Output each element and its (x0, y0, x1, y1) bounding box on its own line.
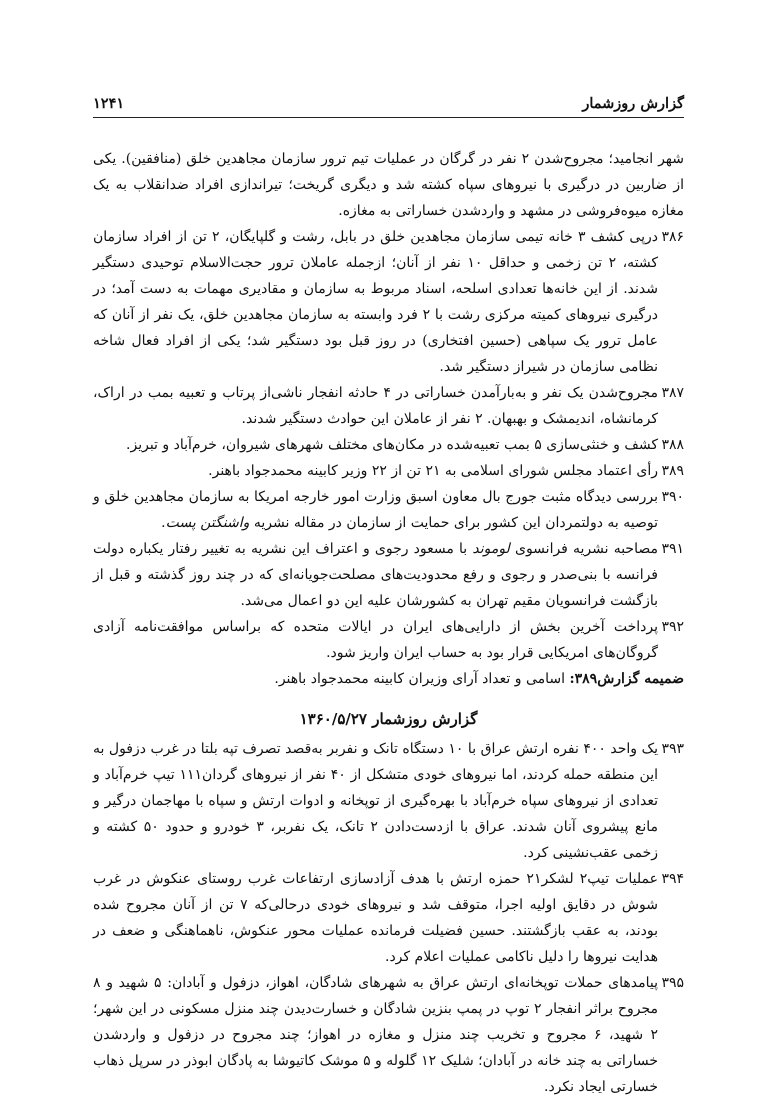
entry-number: ۳۸۹ (661, 463, 684, 479)
entry-392 (93, 614, 684, 666)
entry-text-before: مصاحبه نشریه فرانسوی (509, 541, 658, 557)
entry-text: پیامدهای حملات توپخانه‌ای ارتش عراق به شهرهای شادگان، اهواز، دزفول و آبادان: ۵ شهید و ۸ مجروح براثر انفجار ۲ توپ در پمپ بنزین شادگان و خسارت‌دیدن چند منزل مسکونی در این شهر؛ ۲ شهید، ۶ مجروح و تخریب چند منزل و مغازه در اهواز؛ چند مجروح در دزفول و واردشدن خساراتی به چند خانه در آبادان؛ شلیک ۱۲ گلوله و ۵ موشک کاتیوشا به پادگان ابوذر در سرپل ذهاب خسارتی ایجاد نکرد. (93, 975, 658, 1095)
entry-text: یک واحد ۴۰۰ نفره ارتش عراق با ۱۰ دستگاه تانک و نفربر به‌قصد تصرف تپه بلتا در غرب دزفول به این منطقه حمله کردند، اما نیروهای خودی متشکل از ۴۰ نفر از نیروهای گردان۱۱۱ تیپ خرم‌آباد و تعدادی از نیروهای سپاه خرم‌آباد با بهره‌گیری از توپخانه و ادوات ارتش و سپاه با مهاجمان درگیر و مانع پیشروی آنان شدند. عراق با ازدست‌دادن ۲ تانک، یک نفربر، ۳ خودرو و حدود ۵۰ کشته و زخمی عقب‌نشینی کرد. (93, 741, 659, 861)
entry-number: ۳۹۱ (661, 541, 684, 557)
entry-text: مجروح‌شدن یک نفر و به‌بارآمدن خساراتی در ۴ حادثه انفجار ناشی‌از پرتاب و تعبیه بمب در اراک، کرمانشاه، اندیمشک و بهبهان. ۲ نفر از عاملان این حوادث دستگیر شدند. (93, 385, 658, 427)
appendix-label: ضمیمه گزارش۳۸۹: (569, 671, 684, 687)
entry-387 (93, 380, 684, 432)
entry-text: کشف و خنثی‌سازی ۵ بمب تعبیه‌شده در مکان‌های مختلف شهرهای شیروان، خرم‌آباد و تبریز. (126, 437, 658, 453)
running-title: گزارش روزشمار (582, 95, 684, 112)
entry-number: ۳۹۵ (661, 975, 684, 991)
page-body (93, 146, 684, 1100)
entry-number: ۳۸۶ (661, 229, 684, 245)
entry-text: درپی کشف ۳ خانه تیمی سازمان مجاهدین خلق در بابل، رشت و گلپایگان، ۲ تن از افراد سازمان کشته، ۲ تن زخمی و حداقل ۱۰ نفر از آنان؛ ازجمله عاملان ترور حجت‌الاسلام توحیدی دستگیر شدند. از این خانه‌ها تعدادی اسلحه، اسناد مربوط به سازمان و مقادیری مهمات به دست آمد؛ در درگیری نیروهای کمیته مرکزی رشت با ۲ فرد وابسته به سازمان مجاهدین خلق، یک نفر از آنان که عامل ترور یک سپاهی (حسین افتخاری) در روز قبل بود دستگیر شد؛ یکی از افراد فعال شاخه نظامی سازمان در شیراز دستگیر شد. (93, 229, 658, 375)
entry-394 (93, 866, 684, 970)
entry-389 (93, 458, 684, 484)
publication-name: واشنگتن پست (165, 515, 250, 531)
entry-number: ۳۹۴ (661, 871, 684, 887)
entry-number: ۳۸۷ (661, 385, 684, 401)
entry-text-after: . (161, 515, 166, 531)
entry-number: ۳۹۲ (661, 619, 684, 635)
entry-text: عملیات تیپ۲ لشکر۲۱ حمزه ارتش با هدف آزادسازی ارتفاعات غرب روستای عنکوش در غرب شوش در دقایق اولیه اجرا، متوقف شد و نیروهای خودی درحالی‌که ۷ تن از آنان مجروح شده بودند، به عقب بازگشتند. حسین فضیلت فرمانده عملیات محور عنکوش، ناهماهنگی و ضعف در هدایت نیروها را دلیل ناکامی عملیات اعلام کرد. (93, 871, 658, 965)
entry-number: ۳۸۸ (661, 437, 684, 453)
appendix-note (93, 666, 684, 692)
entry-text (93, 484, 658, 536)
entry-393 (93, 736, 684, 866)
page-number: ۱۲۴۱ (93, 95, 125, 112)
section-title: گزارش روزشمار ۱۳۶۰/۵/۲۷ (299, 710, 478, 728)
entry-390 (93, 484, 684, 536)
intro-paragraph: شهر انجامید؛ مجروح‌شدن ۲ نفر در گرگان در عملیات تیم ترور سازمان مجاهدین خلق (منافقین). یکی از ضاربین در درگیری با نیروهای سپاه کشته شد و دیگری گریخت؛ تیراندازی افراد ضدانقلاب به یک مغازه میوه‌فروشی در مشهد و واردشدن خساراتی به مغازه. (93, 151, 684, 219)
entry-386 (93, 224, 684, 380)
entry-text-before: بررسی دیدگاه مثبت جورج بال معاون اسبق وزارت امور خارجه امریکا به سازمان مجاهدین خلق و توصیه به دولتمردان این کشور برای حمایت از سازمان در مقاله نشریه (93, 489, 658, 531)
publication-name: لوموند (472, 541, 510, 557)
entry-number: ۳۹۰ (661, 489, 684, 505)
entry-text-after: با مسعود رجوی و اعتراف این نشریه به تغییر رفتار یکباره دولت فرانسه با بنی‌صدر و رجوی و رفع محدودیت‌های مصلحت‌جویانه‌ای که در چند روز گذشته و قبل از بازگشت فرانسویان مقیم تهران به کشورشان علیه این دو اعمال می‌شد. (93, 541, 658, 609)
appendix-text: اسامی و تعداد آرای وزیران کابینه محمدجواد باهنر. (274, 671, 570, 687)
entry-text (93, 536, 658, 614)
entry-391 (93, 536, 684, 614)
entry-text: پرداخت آخرین بخش از دارایی‌های ایران در ایالات متحده که براساس موافقت‌نامه آزادی گروگان‌های امریکایی قرار بود به حساب ایران واریز شود. (93, 619, 658, 661)
entry-text: رأی اعتماد مجلس شورای اسلامی به ۲۱ تن از ۲۲ وزیر کابینه محمدجواد باهنر. (208, 463, 658, 479)
page-header (93, 92, 684, 118)
entry-395 (93, 970, 684, 1100)
entry-number: ۳۹۳ (661, 741, 684, 757)
entry-388 (93, 432, 684, 458)
